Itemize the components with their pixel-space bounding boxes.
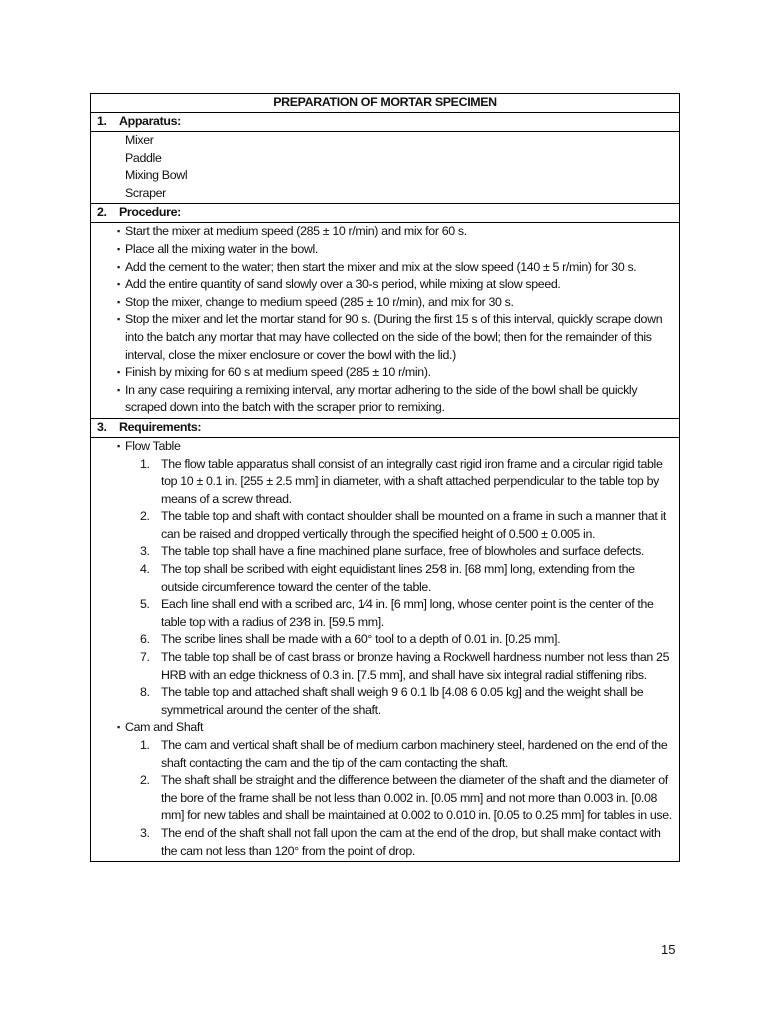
- document-title: PREPARATION OF MORTAR SPECIMEN: [91, 94, 680, 113]
- item-number: 3.: [140, 825, 150, 840]
- requirement-text: The table top shall be of cast brass or bronze having a Rockwell hardness number not less than 25 HRB with an edge thickness of 0.3 in. [7.5 mm], and shall have six integral radial stiffening ribs.: [161, 650, 670, 682]
- bullet-icon: ▪: [117, 314, 120, 325]
- requirement-group: [91, 719, 679, 737]
- procedure-step: [91, 276, 679, 294]
- section-header-requirements: [91, 418, 680, 437]
- bullet-icon: ▪: [117, 279, 120, 290]
- section-heading: Requirements:: [119, 419, 202, 434]
- procedure-step: [91, 223, 679, 241]
- item-number: 5.: [140, 597, 150, 612]
- requirement-text: The cam and vertical shaft shall be of medium carbon machinery steel, hardened on the end of the shaft contacting the cam and the tip of the cam contacting the shaft.: [161, 738, 668, 770]
- item-number: 7.: [140, 650, 150, 665]
- procedure-step: [91, 294, 679, 312]
- requirement-item: [91, 737, 679, 772]
- requirement-item: [91, 561, 679, 596]
- requirement-text: The flow table apparatus shall consist of an integrally cast rigid iron frame and a circular rigid table top 10 ± 0.1 in. [255 ± 2.5 mm] in diameter, with a shaft attached perpendicular to the table top by means of a screw thread.: [161, 456, 663, 506]
- requirement-text: The end of the shaft shall not fall upon the cam at the end of the drop, but shall make contact with the cam not less than 120° from the point of drop.: [161, 825, 661, 858]
- section-body-row: [91, 223, 680, 419]
- section-heading: Procedure:: [119, 205, 181, 220]
- apparatus-item: Scraper: [125, 185, 166, 200]
- section-header-apparatus: [91, 113, 680, 132]
- flow-table-requirements: [91, 456, 679, 720]
- section-body-row: [91, 132, 680, 204]
- apparatus-item: Mixer: [125, 133, 154, 147]
- apparatus-item: Paddle: [125, 150, 162, 165]
- bullet-icon: ▪: [117, 384, 120, 395]
- procedure-step: [91, 259, 679, 277]
- procedure-step: [91, 382, 679, 417]
- requirement-text: The table top and attached shaft shall weigh 9 6 0.1 lb [4.08 6 0.05 kg] and the weight shall be symmetrical around the center of the shaft.: [161, 685, 644, 717]
- section-heading: Apparatus:: [119, 114, 181, 128]
- step-text: Stop the mixer, change to medium speed (285 ± 10 r/min), and mix for 30 s.: [125, 294, 514, 309]
- requirement-text: The shaft shall be straight and the difference between the diameter of the shaft and the diameter of the bore of the frame shall be not less than 0.002 in. [0.05 mm] and not more than 0.003 in. [0.08 mm] for new tables and shall be maintained at 0.002 to 0.010 in. [0.05 to 0.25 mm] for tables in use.: [161, 773, 672, 823]
- item-number: 1.: [140, 456, 150, 471]
- cam-and-shaft-requirements: [91, 737, 679, 860]
- requirement-item: [91, 543, 679, 561]
- group-title: Cam and Shaft: [125, 720, 204, 735]
- section-number: 3.: [97, 419, 107, 434]
- requirement-item: [91, 772, 679, 825]
- item-number: 3.: [140, 544, 150, 559]
- bullet-icon: ▪: [117, 296, 120, 307]
- requirement-item: [91, 508, 679, 543]
- item-number: 4.: [140, 562, 150, 577]
- section-header-row: [91, 204, 680, 223]
- section-body-row: [91, 437, 680, 861]
- requirement-text: The scribe lines shall be made with a 60° tool to a depth of 0.01 in. [0.25 mm].: [161, 632, 561, 647]
- page-number: 15: [661, 942, 676, 957]
- procedure-step: [91, 241, 679, 259]
- requirement-item: [91, 684, 679, 719]
- bullet-icon: ▪: [117, 367, 120, 378]
- bullet-icon: ▪: [117, 722, 120, 733]
- apparatus-body: [91, 132, 680, 204]
- step-text: Start the mixer at medium speed (285 ± 10 r/min) and mix for 60 s.: [125, 224, 467, 239]
- step-text: Finish by mixing for 60 s at medium speed (285 ± 10 r/min).: [125, 365, 431, 380]
- bullet-icon: ▪: [117, 440, 120, 451]
- item-number: 8.: [140, 685, 150, 700]
- requirement-group: [91, 438, 679, 456]
- section-number: 1.: [97, 114, 107, 128]
- item-number: 6.: [140, 632, 150, 647]
- group-title: Flow Table: [125, 438, 181, 453]
- requirement-text: Each line shall end with a scribed arc, 1⁄4 in. [6 mm] long, whose center point is the center of the table top with a radius of 23⁄8 in. [59.5 mm].: [161, 597, 654, 629]
- requirement-text: The table top shall have a fine machined plane surface, free of blowholes and surface defects.: [161, 544, 645, 559]
- procedure-body: [91, 223, 680, 419]
- requirement-text: The top shall be scribed with eight equidistant lines 25⁄8 in. [68 mm] long, extending from the outside circumference toward the center of the table.: [161, 562, 635, 594]
- procedure-list: [91, 223, 679, 417]
- procedure-table: [90, 93, 680, 862]
- apparatus-item: Mixing Bowl: [125, 168, 188, 183]
- requirements-body: [91, 437, 680, 861]
- requirement-item: [91, 649, 679, 684]
- requirements-list: [91, 719, 679, 737]
- section-header-procedure: [91, 204, 680, 223]
- item-number: 2.: [140, 773, 150, 788]
- requirement-item: [91, 456, 679, 509]
- procedure-step: [91, 311, 679, 364]
- requirement-text: The table top and shaft with contact shoulder shall be mounted on a frame in such a manner that it can be raised and dropped vertically through the specified height of 0.500 ± 0.005 in.: [161, 509, 667, 541]
- procedure-step: [91, 364, 679, 382]
- bullet-icon: ▪: [117, 226, 120, 237]
- title-row: [91, 94, 680, 113]
- bullet-icon: ▪: [117, 243, 120, 254]
- requirements-list: [91, 438, 679, 456]
- step-text: Place all the mixing water in the bowl.: [125, 241, 318, 256]
- requirement-item: [91, 631, 679, 649]
- item-number: 2.: [140, 509, 150, 524]
- bullet-icon: ▪: [117, 261, 120, 272]
- step-text: Stop the mixer and let the mortar stand for 90 s. (During the first 15 s of this interval, quickly scrape down into the batch any mortar that may have collected on the side of the bowl; then for the remainder of this interval, close the mixer enclosure or cover the bowl with the lid.): [125, 312, 663, 362]
- section-number: 2.: [97, 205, 107, 220]
- requirement-item: [91, 596, 679, 631]
- section-header-row: [91, 418, 680, 437]
- requirement-item: [91, 825, 679, 860]
- step-text: Add the entire quantity of sand slowly over a 30-s period, while mixing at slow speed.: [125, 277, 561, 292]
- item-number: 1.: [140, 738, 150, 752]
- step-text: In any case requiring a remixing interval, any mortar adhering to the side of the bowl shall be quickly scraped down into the batch with the scraper prior to remixing.: [125, 382, 638, 415]
- step-text: Add the cement to the water; then start the mixer and mix at the slow speed (140 ± 5 r/min) for 30 s.: [125, 259, 637, 274]
- section-header-row: [91, 113, 680, 132]
- apparatus-list: [91, 132, 679, 202]
